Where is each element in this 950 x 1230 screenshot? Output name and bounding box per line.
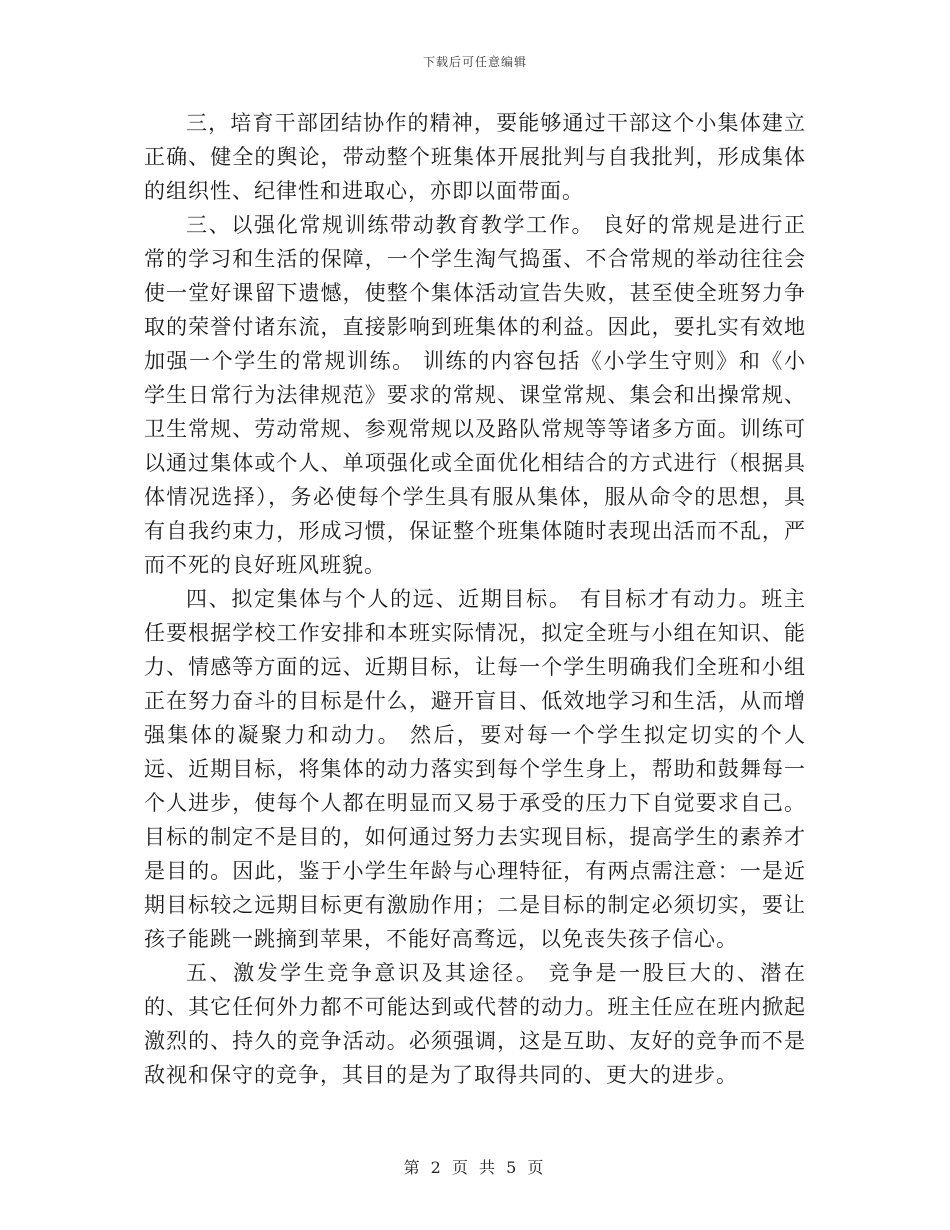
- paragraph-goals: 四、拟定集体与个人的远、近期目标。 有目标才有动力。班主任要根据学校工作安排和本班实际情况，拟定全班与小组在知识、能力、情感等方面的远、近期目标，让每一个学生明确我们全班和小组正在努力奋斗的目标是什么，避开盲目、低效地学习和生活，从而增强集体的凝聚力和动力。 然后，要对每一个学生拟定切实的个人远、近期目标，将集体的动力落实到每个学生身上，帮助和鼓舞每一个人进步，使每个人都在明显而又易于承受的压力下自觉要求自己。 目标的制定不是目的，如何通过努力去实现目标，提高学生的素养才是目的。因此，鉴于小学生年龄与心理特征，有两点需注意：一是近期目标较之远期目标更有激励作用；二是目标的制定必须切实，要让孩子能跳一跳摘到苹果，不能好高骛远，以免丧失孩子信心。: [144, 587, 806, 951]
- body-content: [144, 106, 806, 1092]
- paragraph-routine-training: 三、以强化常规训练带动教育教学工作。 良好的常规是进行正常的学习和生活的保障，一个学生淘气捣蛋、不合常规的举动往往会使一堂好课留下遗憾，使整个集体活动宣告失败，甚至使全班努力争取的荣誉付诸东流，直接影响到班集体的利益。因此，要扎实有效地加强一个学生的常规训练。 训练的内容包括《小学生守则》和《小学生日常行为法律规范》要求的常规、课堂常规、集会和出操常规、卫生常规、劳动常规、参观常规以及路队常规等等诸多方面。训练可以通过集体或个人、单项强化或全面优化相结合的方式进行（根据具体情况选择），务必使每个学生具有服从集体，服从命令的思想，具有自我约束力，形成习惯，保证整个班集体随时表现出活而不乱，严而不死的良好班风班貌。: [144, 213, 806, 577]
- header-note: 下载后可任意编辑: [422, 55, 527, 69]
- paragraph-competition: 五、激发学生竞争意识及其途径。 竞争是一股巨大的、潜在的、其它任何外力都不可能达到或代替的动力。班主任应在班内掀起激烈的、持久的竞争活动。必须强调，这是互助、友好的竞争而不是敌视和保守的竞争，其目的是为了取得共同的、更大的进步。: [144, 961, 806, 1087]
- paragraph-cadre-teamwork: 三，培育干部团结协作的精神，要能够通过干部这个小集体建立正确、健全的舆论，带动整个班集体开展批判与自我批判，形成集体的组织性、纪律性和进取心，亦即以面带面。: [144, 111, 806, 203]
- page-number: 第 2 页 共 5 页: [403, 1158, 547, 1177]
